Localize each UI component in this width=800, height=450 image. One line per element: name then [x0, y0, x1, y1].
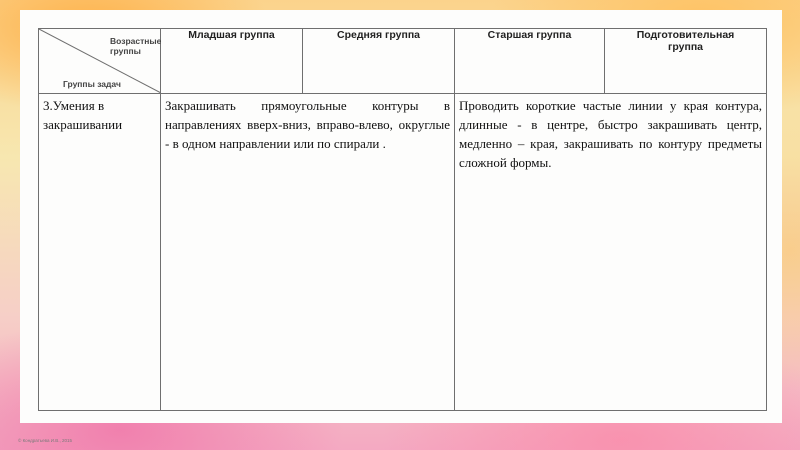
header-middle-group: Средняя группа	[303, 29, 455, 94]
corner-label-age-groups: Возрастные группы	[110, 36, 162, 56]
header-prep-group: Подготовительная группа	[605, 29, 767, 94]
copyright-text: © Кондратьева И.В., 2015	[18, 438, 72, 443]
row-label: 3.Умения в закрашивании	[39, 94, 161, 411]
header-senior-group: Старшая группа	[455, 29, 605, 94]
cell-senior-prep: Проводить короткие частые линии у края контура, длинные - в центре, быстро закрашивать центр, медленно – края, закрашивать по контуру предметы сложной формы.	[455, 94, 767, 411]
skills-table	[38, 28, 767, 411]
cell-junior-middle: Закрашивать прямоугольные контуры в направлениях вверх-вниз, вправо-влево, округлые - в одном направлении или по спирали .	[161, 94, 455, 411]
header-row	[39, 29, 767, 94]
corner-cell	[39, 29, 161, 94]
header-junior-group: Младшая группа	[161, 29, 303, 94]
corner-label-task-groups: Группы задач	[63, 79, 121, 89]
table-row	[39, 94, 767, 411]
